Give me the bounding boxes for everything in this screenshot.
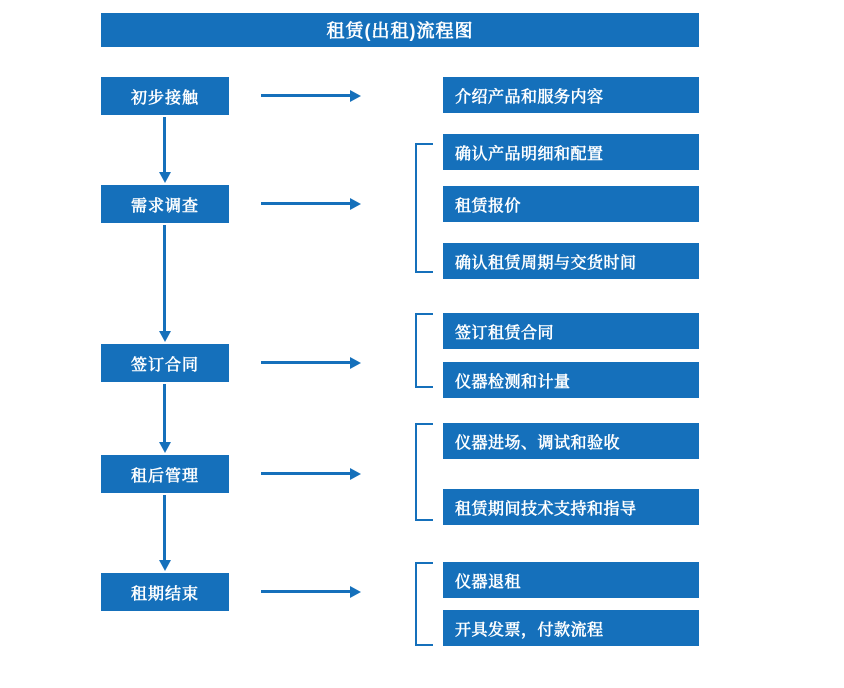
detail-box-sign-rental-contract[interactable]: 签订租赁合同 (443, 313, 699, 349)
detail-box-technical-support[interactable]: 租赁期间技术支持和指导 (443, 489, 699, 525)
stage-box-rental-end[interactable]: 租期结束 (101, 573, 229, 611)
stage-box-demand-survey[interactable]: 需求调查 (101, 185, 229, 223)
detail-box-rental-quote[interactable]: 租赁报价 (443, 186, 699, 222)
detail-box-confirm-product-spec[interactable]: 确认产品明细和配置 (443, 134, 699, 170)
stage-box-post-rental-management[interactable]: 租后管理 (101, 455, 229, 493)
detail-box-instrument-return[interactable]: 仪器退租 (443, 562, 699, 598)
stage-box-sign-contract[interactable]: 签订合同 (101, 344, 229, 382)
horizontal-arrow-3 (261, 357, 361, 369)
horizontal-arrow-2 (261, 198, 361, 210)
diagram-title: 租赁(出租)流程图 (101, 13, 699, 47)
vertical-arrow-3 (159, 384, 171, 453)
horizontal-arrow-1 (261, 90, 361, 102)
group-bracket-demand-survey (415, 143, 433, 273)
horizontal-arrow-4 (261, 468, 361, 480)
group-bracket-post-rental (415, 423, 433, 521)
group-bracket-rental-end (415, 562, 433, 646)
detail-box-instrument-entry-commissioning[interactable]: 仪器进场、调试和验收 (443, 423, 699, 459)
vertical-arrow-1 (159, 117, 171, 183)
stage-box-initial-contact[interactable]: 初步接触 (101, 77, 229, 115)
detail-box-instrument-inspection[interactable]: 仪器检测和计量 (443, 362, 699, 398)
vertical-arrow-4 (159, 495, 171, 571)
group-bracket-sign-contract (415, 313, 433, 388)
detail-box-introduce-products[interactable]: 介绍产品和服务内容 (443, 77, 699, 113)
detail-box-invoice-payment[interactable]: 开具发票，付款流程 (443, 610, 699, 646)
detail-box-confirm-period-delivery[interactable]: 确认租赁周期与交货时间 (443, 243, 699, 279)
vertical-arrow-2 (159, 225, 171, 342)
horizontal-arrow-5 (261, 586, 361, 598)
